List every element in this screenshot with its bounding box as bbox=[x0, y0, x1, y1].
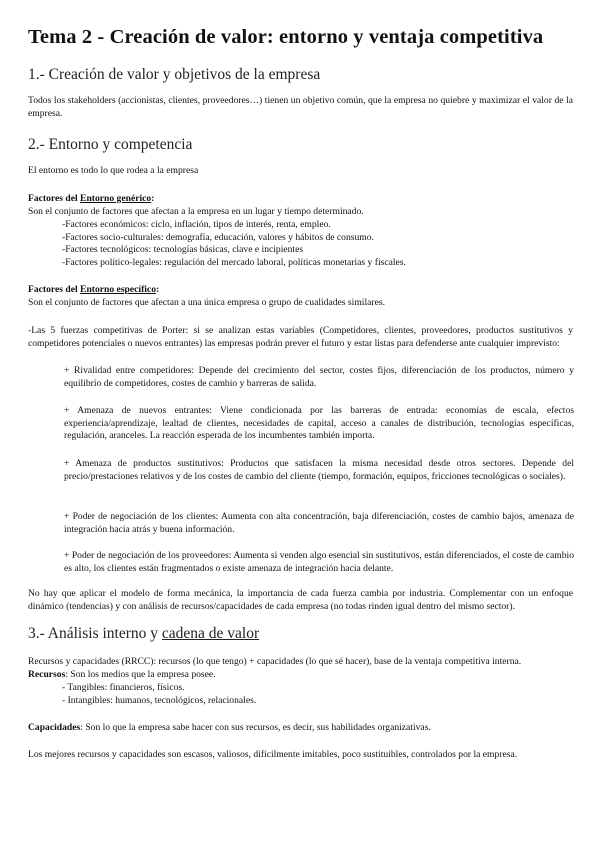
section-3-heading-underlined: cadena de valor bbox=[161, 625, 260, 642]
force-item: + Poder de negociación de los proveedores: Aumenta si venden algo esencial sin sustitutivos, están diferenciados, el coste de cambio es alto, los clientes están fragmentados o existe amenaza de integración hacia delante. bbox=[64, 550, 574, 574]
list-item: - Tangibles: financieros, físicos. bbox=[62, 682, 185, 693]
best-resources-text: Los mejores recursos y capacidades son escasos, valiosos, difícilmente imitables, poco sustituibles, controlados por la empresa. bbox=[28, 749, 518, 760]
specific-label-underlined: Entorno específico bbox=[80, 284, 156, 295]
force-item: + Amenaza de productos sustitutivos: Productos que satisfacen la misma necesidad desde otros sectores. Depende del precio/prestaciones relativos y de los costes de cambio del cliente (tiempo, formación, equipos, fricciones tecnológicas o sociales). bbox=[64, 458, 574, 482]
list-item: -Factores político-legales: regulación del mercado laboral, políticas monetarias y fiscales. bbox=[62, 256, 406, 268]
section-2-closing: No hay que aplicar el modelo de forma mecánica, la importancia de cada fuerza cambia por industria. Complementar con un enfoque dinámico (tendencias) y con análisis de recursos/capacidades de cada empresa (no todas rinden igual dentro del mismo sector). bbox=[28, 588, 573, 612]
resources-list bbox=[62, 682, 600, 707]
section-3-heading bbox=[28, 625, 259, 643]
page-title: Tema 2 - Creación de valor: entorno y ventaja competitiva bbox=[28, 26, 544, 48]
section-1-heading: 1.- Creación de valor y objetivos de la empresa bbox=[28, 66, 321, 83]
resources-definition: : Son los medios que la empresa posee. bbox=[65, 669, 216, 680]
generic-label-underlined: Entorno genérico bbox=[80, 193, 152, 204]
resources-label: Recursos bbox=[28, 669, 66, 680]
generic-environment-label bbox=[28, 193, 573, 206]
resources-line bbox=[28, 669, 573, 682]
section-2-intro: El entorno es todo lo que rodea a la empresa bbox=[28, 165, 199, 176]
generic-factors-list bbox=[62, 219, 600, 269]
list-item: - Intangibles: humanos, tecnológicos, relacionales. bbox=[62, 694, 257, 706]
capabilities-label: Capacidades bbox=[28, 722, 81, 733]
generic-label-post: : bbox=[151, 193, 155, 204]
capabilities-definition: : Son lo que la empresa sabe hacer con sus recursos, es decir, sus habilidades organizativas. bbox=[80, 722, 431, 733]
porter-intro: -Las 5 fuerzas competitivas de Porter: si se analizan estas variables (Competidores, clientes, proveedores, productos sustitutivos y competidores potenciales o nuevos entrantes) las empresas podrán prever el futuro y estar listas para defenderse ante cualquier imprevisto: bbox=[28, 325, 573, 349]
list-item: -Factores económicos: ciclo, inflación, tipos de interés, renta, empleo. bbox=[62, 219, 331, 230]
force-item: + Rivalidad entre competidores: Depende del crecimiento del sector, costes fijos, diferenciación de los productos, número y equilibrio de competidores, costes de cambio y barreras de salida. bbox=[64, 365, 574, 389]
rrcc-text: Recursos y capacidades (RRCC): recursos (lo que tengo) + capacidades (lo que sé hacer), base de la ventaja competitiva interna. bbox=[28, 656, 522, 667]
generic-label-pre: Factores del bbox=[28, 193, 81, 204]
force-item: + Poder de negociación de los clientes: Aumenta con alta concentración, baja diferenciación, costes de cambio bajos, amenaza de integración hacia atrás y buena información. bbox=[64, 511, 574, 535]
specific-label-post: : bbox=[156, 284, 160, 295]
section-1-text: Todos los stakeholders (accionistas, clientes, proveedores…) tienen un objetivo común, que la empresa no quiebre y maximizar el valor de la empresa. bbox=[28, 95, 573, 119]
specific-environment-definition: Son el conjunto de factores que afectan a una única empresa o grupo de cualidades similares. bbox=[28, 297, 385, 308]
specific-label-pre: Factores del bbox=[28, 284, 81, 295]
section-3-heading-pre: 3.- Análisis interno y bbox=[28, 625, 162, 642]
force-item: + Amenaza de nuevos entrantes: Viene condicionada por las barreras de entrada: economías de escala, efectos experiencia/aprendizaje, lealtad de clientes, necesidades de capital, acceso a canales de distribución, tecnologías específicas, regulación, aranceles. La reacción esperada de los incumbentes también importa. bbox=[64, 405, 574, 441]
specific-environment-label bbox=[28, 284, 573, 297]
capabilities-line bbox=[28, 722, 573, 735]
list-item: -Factores socio-culturales: demografía, educación, valores y hábitos de consumo. bbox=[62, 231, 374, 243]
generic-environment-definition: Son el conjunto de factores que afectan a la empresa en un lugar y tiempo determinado. bbox=[28, 206, 364, 217]
section-2-heading: 2.- Entorno y competencia bbox=[28, 136, 193, 153]
list-item: -Factores tecnológicos: tecnologías básicas, clave e incipientes bbox=[62, 244, 304, 255]
